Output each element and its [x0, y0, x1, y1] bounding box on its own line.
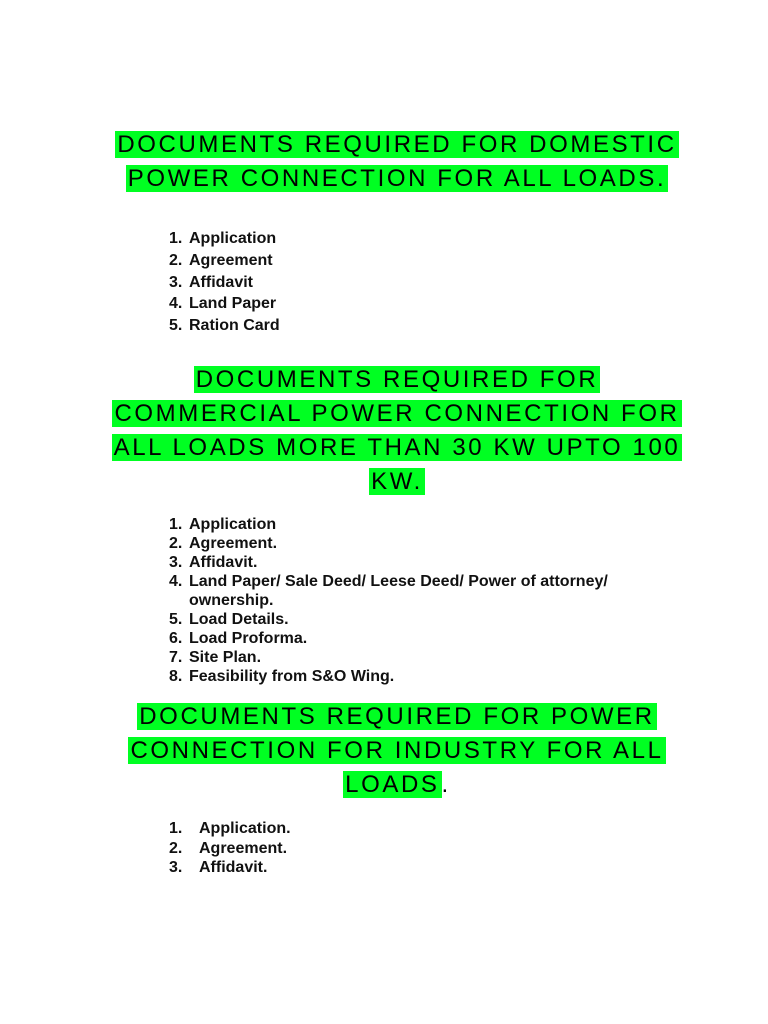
- heading-highlight: DOCUMENTS REQUIRED FOR DOMESTIC POWER CONNECTION FOR ALL LOADS.: [117, 131, 677, 192]
- list-item-number: 1.: [169, 516, 183, 533]
- list-item: [169, 572, 669, 610]
- list-item-text: Ration Card: [189, 317, 280, 335]
- list-item-text: Agreement: [189, 251, 273, 269]
- list-item-number: 4.: [169, 573, 183, 590]
- list-item-text: Land Paper: [189, 295, 277, 313]
- heading-highlight: DOCUMENTS REQUIRED FOR POWER CONNECTION FOR INDUSTRY FOR ALL LOADS: [130, 703, 664, 798]
- list-item: [169, 610, 669, 629]
- list-item-number: 4.: [169, 295, 183, 313]
- list-item-number: 2.: [169, 839, 183, 857]
- list-item-number: 6.: [169, 630, 183, 647]
- list-item-text: Feasibility from S&O Wing.: [189, 668, 395, 685]
- list-item-text: Affidavit: [189, 273, 253, 291]
- industry-documents-list: [169, 819, 291, 878]
- list-item-text: Affidavit.: [199, 859, 268, 876]
- list-item-number: 5.: [169, 317, 183, 335]
- list-item-text: Affidavit.: [189, 554, 258, 571]
- section-heading-commercial: [100, 363, 694, 499]
- commercial-documents-list: [169, 515, 669, 686]
- list-item: [169, 858, 291, 878]
- list-item-number: 7.: [169, 649, 183, 666]
- heading-tail: .: [441, 771, 451, 798]
- list-item: [169, 272, 280, 294]
- list-item-text: Agreement.: [189, 535, 278, 552]
- list-item: [169, 293, 280, 315]
- list-item-number: 1.: [169, 820, 183, 837]
- list-item: [169, 515, 669, 534]
- list-item-number: 8.: [169, 668, 183, 685]
- section-heading-industry: [100, 700, 694, 802]
- list-item: [169, 648, 669, 667]
- heading-highlight: DOCUMENTS REQUIRED FOR COMMERCIAL POWER CONNECTION FOR ALL LOADS MORE THAN 30 KW UPTO 100 KW.: [113, 366, 681, 495]
- list-item: [169, 553, 669, 572]
- list-item: [169, 228, 280, 250]
- list-item-text: Load Proforma.: [189, 630, 308, 647]
- list-item: [169, 629, 669, 648]
- list-item: [169, 534, 669, 553]
- list-item-number: 3.: [169, 859, 183, 876]
- list-item-number: 2.: [169, 535, 183, 552]
- list-item-text: Agreement.: [199, 839, 288, 857]
- domestic-documents-list: [169, 228, 280, 337]
- list-item: [169, 250, 280, 272]
- list-item-number: 3.: [169, 554, 183, 571]
- section-heading-domestic: [100, 128, 694, 196]
- list-item: [169, 819, 291, 839]
- list-item-number: 3.: [169, 273, 183, 291]
- list-item-text: Site Plan.: [189, 649, 262, 666]
- list-item: [169, 667, 669, 686]
- list-item: [169, 839, 291, 859]
- list-item-text: Land Paper/ Sale Deed/ Leese Deed/ Power of attorney/ ownership.: [189, 573, 608, 609]
- list-item-number: 2.: [169, 251, 183, 269]
- list-item-text: Application: [189, 230, 277, 247]
- list-item-number: 1.: [169, 230, 183, 247]
- list-item-text: Load Details.: [189, 611, 289, 628]
- list-item-text: Application: [189, 516, 277, 533]
- list-item: [169, 315, 280, 337]
- list-item-text: Application.: [199, 820, 291, 837]
- list-item-number: 5.: [169, 611, 183, 628]
